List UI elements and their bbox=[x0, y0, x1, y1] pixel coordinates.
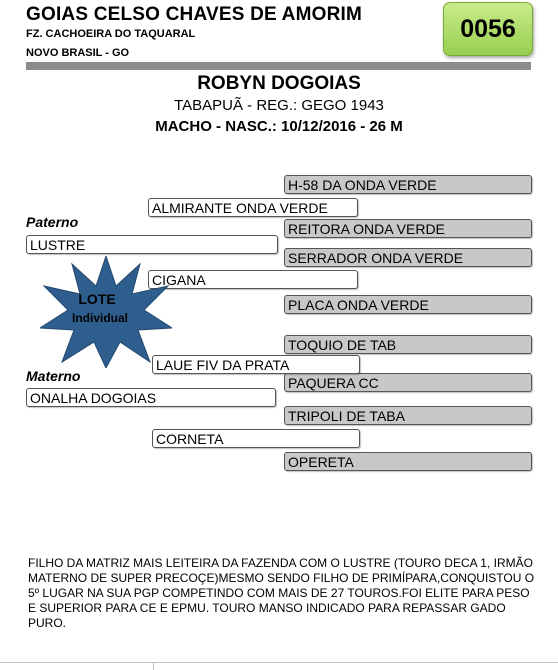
bottom-border bbox=[0, 662, 558, 663]
animal-name: ROBYN DOGOIAS bbox=[197, 73, 361, 94]
farm-city: NOVO BRASIL - GO bbox=[26, 47, 130, 59]
paternal-grandsire: ALMIRANTE ONDA VERDE bbox=[148, 198, 358, 217]
great-grandparent-1: H-58 DA ONDA VERDE bbox=[284, 175, 532, 194]
lot-number-badge: 0056 bbox=[443, 2, 533, 56]
bottom-tick bbox=[153, 662, 154, 670]
lote-individual-star-icon bbox=[40, 256, 172, 368]
maternal-label: Materno bbox=[26, 368, 81, 384]
great-grandparent-3: SERRADOR ONDA VERDE bbox=[284, 248, 532, 267]
maternal-grandsire: LAUE FIV DA PRATA bbox=[152, 355, 360, 374]
animal-registration: TABAPUÃ - REG.: GEGO 1943 bbox=[174, 97, 384, 114]
maternal-granddam: CORNETA bbox=[152, 429, 360, 448]
great-grandparent-8: OPERETA bbox=[284, 452, 532, 471]
sire: LUSTRE bbox=[26, 235, 278, 254]
great-grandparent-6: PAQUERA CC bbox=[284, 373, 532, 392]
great-grandparent-4: PLACA ONDA VERDE bbox=[284, 295, 532, 314]
badge-line1: LOTE bbox=[78, 291, 116, 307]
great-grandparent-5: TOQUIO DE TAB bbox=[284, 335, 532, 354]
animal-description: FILHO DA MATRIZ MAIS LEITEIRA DA FAZENDA COM O LUSTRE (TOURO DECA 1, IRMÃO MATERNO DE SUPER PRECOÇE)MESMO SENDO FILHO DE PRIMÍPARA,CONQUISTOU O 5º LUGAR NA SUA PGP COMPETINDO COM MAIS DE 27 TOUROS.FOI ELITE PARA PESO E SUPERIOR PARA CE E EPMU. TOURO MANSO INDICADO PARA REPASSAR GADO PURO. bbox=[28, 556, 535, 630]
paternal-granddam: CIGANA bbox=[148, 270, 358, 289]
great-grandparent-7: TRIPOLI DE TABA bbox=[284, 406, 532, 425]
farm-name: GOIAS CELSO CHAVES DE AMORIM bbox=[26, 4, 363, 25]
animal-info: MACHO - NASC.: 10/12/2016 - 26 M bbox=[155, 118, 403, 135]
header-divider bbox=[26, 62, 531, 70]
badge-line2: Individual bbox=[71, 311, 129, 325]
farm-location: FZ. CACHOEIRA DO TAQUARAL bbox=[26, 28, 196, 40]
dam: ONALHA DOGOIAS bbox=[26, 388, 276, 407]
paternal-label: Paterno bbox=[26, 214, 79, 230]
great-grandparent-2: REITORA ONDA VERDE bbox=[284, 219, 532, 238]
